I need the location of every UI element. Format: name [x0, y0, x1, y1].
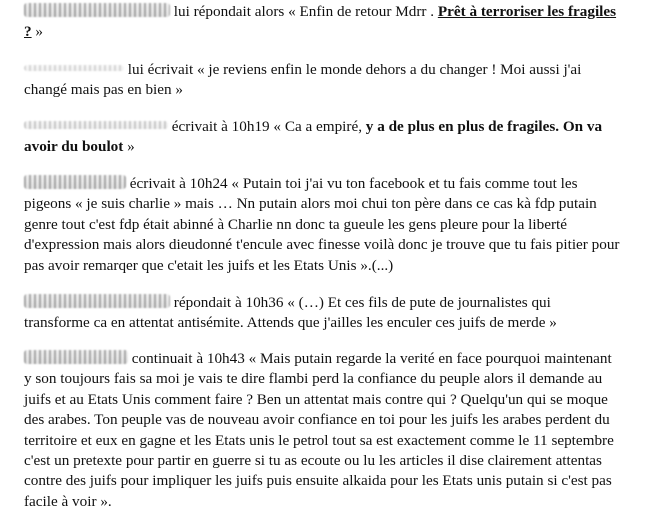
text-segment-bold-underlined: Prêt à terroriser les fragiles ? — [24, 3, 617, 41]
text-segment: lui écrivait « je reviens enfin le monde dehors a du changer ! Moi aussi j'ai changé mais pas en bien » — [24, 61, 582, 99]
redacted-name — [24, 65, 124, 71]
redacted-name — [24, 350, 128, 364]
redacted-name — [24, 294, 170, 308]
paragraph-6 — [24, 349, 620, 512]
redacted-name — [24, 3, 170, 17]
text-segment: » — [123, 138, 135, 156]
text-segment: lui répondait alors « Enfin de retour Mdrr . — [170, 3, 438, 20]
paragraph-1 — [24, 2, 620, 43]
redacted-name — [24, 121, 168, 129]
paragraph-2 — [24, 60, 620, 101]
paragraph-3 — [24, 117, 620, 158]
paragraph-5 — [24, 293, 620, 334]
text-segment: répondait à 10h36 « (…) Et ces fils de pute de journalistes qui transforme ca en attentat antisémite. Attends que j'ailles les enculer ces juifs de merde » — [24, 294, 557, 332]
redacted-name — [24, 175, 126, 189]
text-segment: » — [31, 23, 43, 41]
text-segment: écrivait à 10h24 « Putain toi j'ai vu ton facebook et tu fais comme tout les pigeons « je suis charlie » mais … Nn putain alors moi chui ton père dans ce cas kà fdp putain genre tout c'est fdp était abinné à Charlie nn donc ta gueule les gens pleure pour la liberté d'expression mais alors dieudonné t'encule avec finesse voilà donc je trouve que tu fais pitier pour pas avoir remarqer que c'etait les juifs et les Etats Unis ».(...) — [24, 175, 620, 274]
text-segment: écrivait à 10h19 « Ca a empiré, — [168, 118, 366, 135]
paragraph-4 — [24, 174, 620, 276]
text-segment: continuait à 10h43 « Mais putain regarde la verité en face pourquoi maintenant y son toujours fais sa moi je vais te dire flambi perd la confiance du peuple alors il demande au juifs et au Etats Unis comment faire ? Ben un attentat mais contre qui ? Quelqu'un qui se moque des arabes. Ton peuple vas de nouveau avoir confiance en toi pour les juifs les arabes perdent du territoire et eux en gagne et les Etats unis le petrol tout sa est exactement comme le 11 septembre c'est un pretexte pour partir en guerre si tu as ecoute ou lu les articles il dise clairement attentas contre des juifs pour impliquer les juifs puis ensuite alkaida pour les Etats unis putain si c'est pas facile à voir ». — [24, 350, 614, 510]
text-segment-bold: y a de plus en plus de fragiles. On va avoir du boulot — [24, 118, 603, 156]
